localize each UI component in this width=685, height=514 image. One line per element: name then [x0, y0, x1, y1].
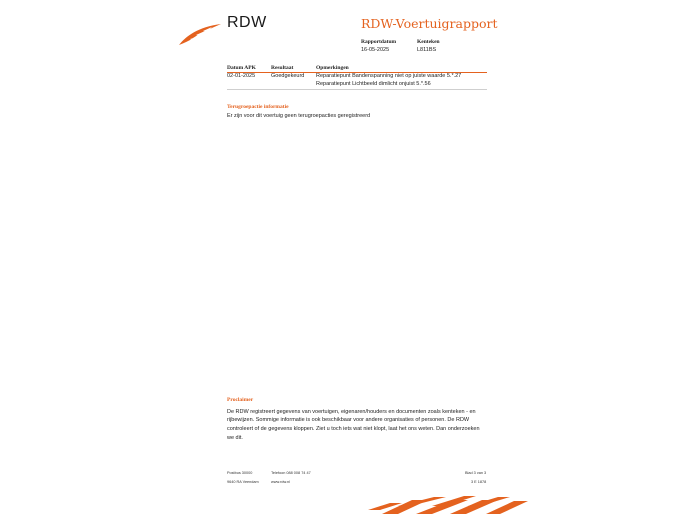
- kenteken-value: L811BS: [417, 47, 437, 53]
- column-header-resultaat: Resultaat: [271, 65, 294, 71]
- disclaimer-line-1: De RDW registreert gegevens van voertuigen, eigenaren/houders en documenten zoals kenteken - en: [227, 409, 476, 415]
- brand-name: RDW: [227, 14, 267, 31]
- rapportdatum-label: Rapportdatum: [361, 39, 397, 45]
- column-header-opmerkingen: Opmerkingen: [316, 65, 349, 71]
- apk-row-opmerking-2: Reparatiepunt Lichtbeeld dimlicht onjuist 5.*.56: [316, 81, 431, 87]
- disclaimer-line-2: rijbewijzen. Sommige informatie is ook beschikbaar voor andere organisaties of personen. De RDW: [227, 417, 470, 423]
- table-row-divider: [227, 89, 487, 90]
- terugroep-text: Er zijn voor dit voertuig geen terugroepacties geregistreerd: [227, 113, 371, 119]
- rdw-stripes-graphic: [368, 494, 528, 514]
- apk-row-datum: 02-01-2025: [227, 73, 256, 79]
- disclaimer-line-4: we dit.: [227, 435, 243, 441]
- footer-telefoon: Telefoon 088 008 74 47: [271, 471, 311, 475]
- disclaimer-title: Proclaimer: [227, 397, 254, 403]
- kenteken-label: Kenteken: [417, 39, 440, 45]
- footer-website: www.rdw.nl: [271, 480, 290, 484]
- terugroep-title: Terugroepactie informatie: [227, 104, 289, 110]
- rdw-logo-icon: [178, 20, 222, 46]
- disclaimer-line-3: controleert of de gegevens kloppen. Ziet u toch iets wat niet klopt, laat het ons weten. Dan onderzoeken: [227, 426, 480, 432]
- footer-page-number: Blad 3 van 3: [465, 471, 487, 475]
- apk-row-resultaat: Goedgekeurd: [271, 73, 305, 79]
- footer-postbus: Postbus 30000: [227, 471, 253, 475]
- footer-code: 3 E 1878: [471, 480, 487, 484]
- footer-address: 9640 RA Veendam: [227, 480, 259, 484]
- column-header-datum: Datum APK: [227, 65, 256, 71]
- rapportdatum-value: 16-05-2025: [361, 47, 390, 53]
- report-title: RDW-Voertuigrapport: [361, 16, 498, 31]
- apk-row-opmerking-1: Reparatiepunt Bandenspanning niet op juiste waarde 5.*.27: [316, 73, 462, 79]
